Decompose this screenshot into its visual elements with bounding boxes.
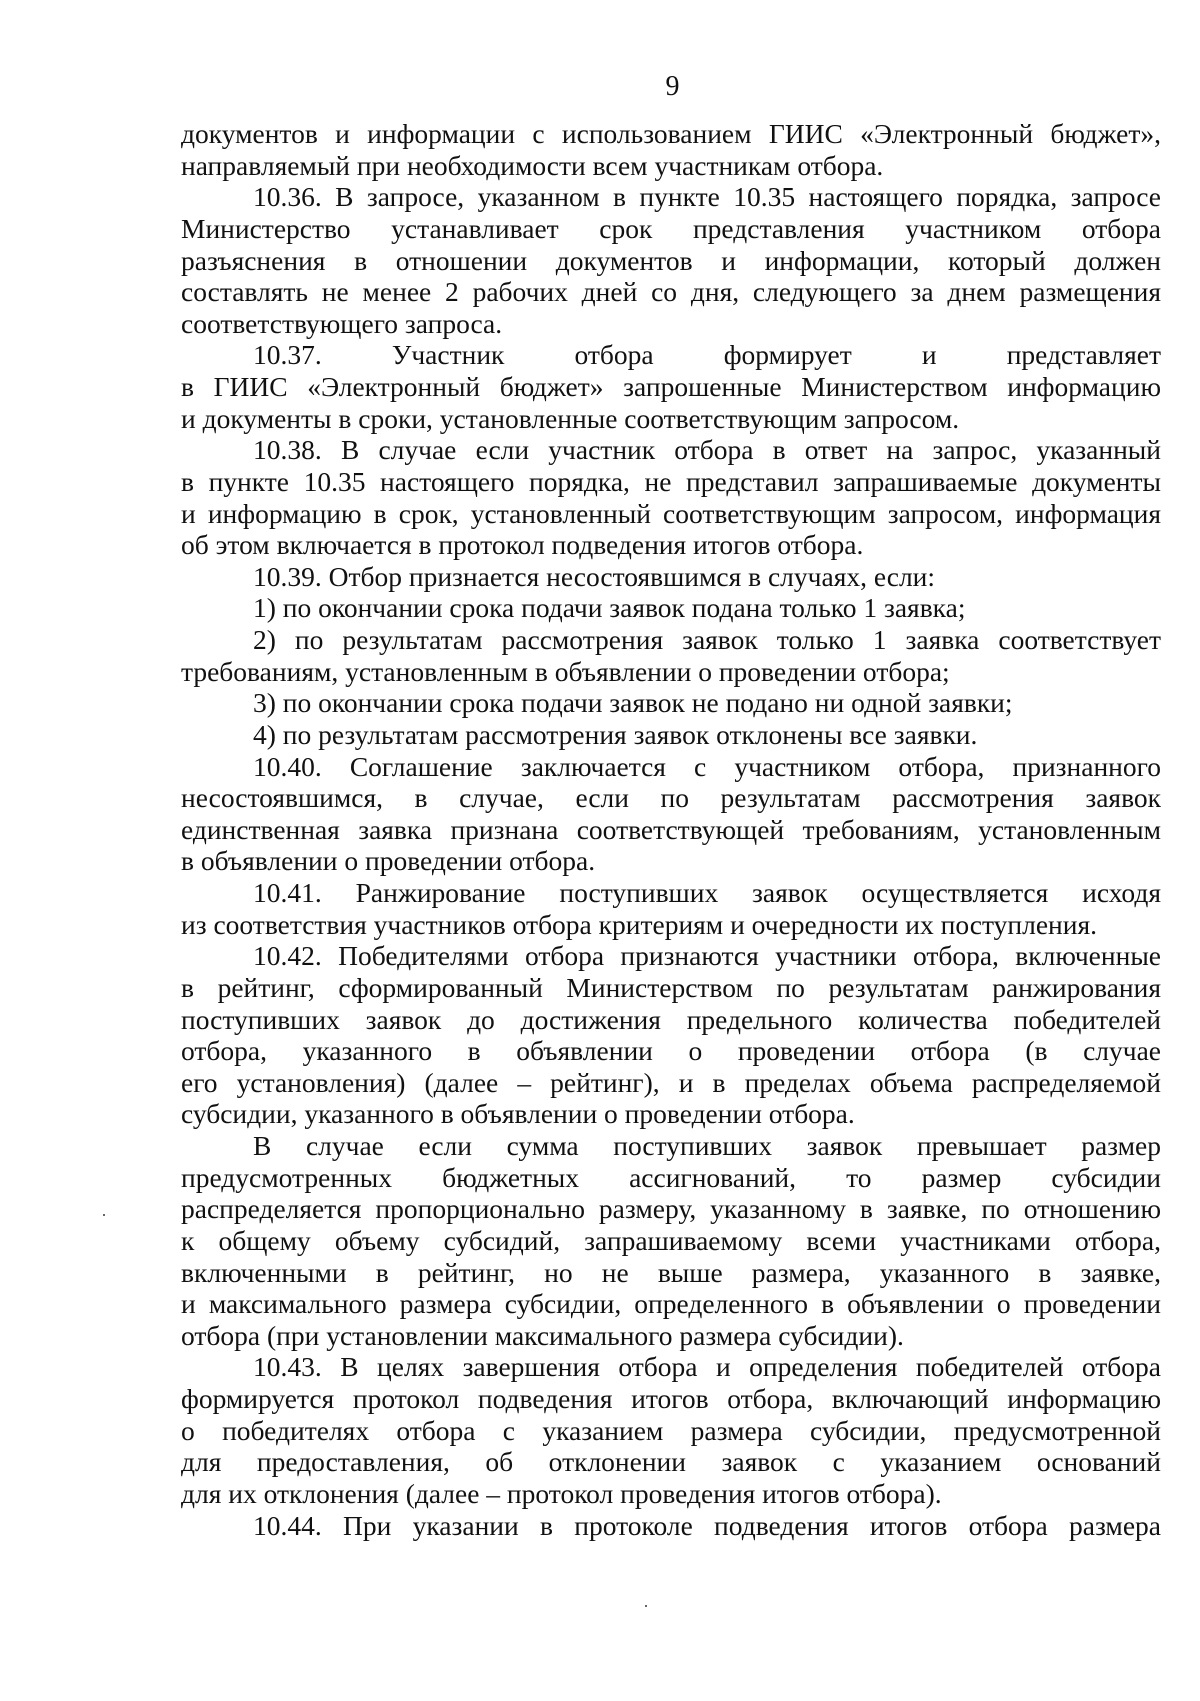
- text-line: о победителях отбора с указанием размера субсидии, предусмотренной: [181, 1414, 1161, 1446]
- text-line: 2) по результатам рассмотрения заявок только 1 заявка соответствует: [253, 624, 1161, 655]
- scan-artifact: [645, 1605, 647, 1607]
- text-line: 10.39. Отбор признается несостоявшимся в случаях, если:: [253, 560, 936, 592]
- text-line: документов и информации с использованием ГИИС «Электронный бюджет»,: [181, 118, 1161, 149]
- scan-artifact: [103, 1214, 105, 1216]
- text-line: и максимального размера субсидии, определенного в объявлении о проведении: [181, 1288, 1161, 1320]
- text-line: 1) по окончании срока подачи заявок подана только 1 заявка;: [253, 592, 966, 624]
- text-line: В случае если сумма поступивших заявок превышает размер: [253, 1130, 1161, 1161]
- text-line: субсидии, указанного в объявлении о проведении отбора.: [181, 1098, 855, 1130]
- text-line: отбора, указанного в объявлении о проведении отбора (в случае: [181, 1035, 1161, 1067]
- text-line: требованиям, установленным в объявлении о проведении отбора;: [181, 655, 950, 687]
- text-line: в объявлении о проведении отбора.: [181, 845, 596, 877]
- text-line: 10.37. Участник отбора формирует и представляет: [253, 339, 1161, 371]
- text-line: Министерство устанавливает срок представления участником отбора: [181, 212, 1161, 244]
- text-line: составлять не менее 2 рабочих дней со дня, следующего за днем размещения: [181, 276, 1161, 308]
- text-line: направляемый при необходимости всем участникам отбора.: [181, 149, 884, 181]
- text-line: из соответствия участников отбора критериям и очередности их поступления.: [181, 908, 1098, 940]
- text-line: 10.41. Ранжирование поступивших заявок осуществляется исходя: [253, 877, 1161, 908]
- text-line: распределяется пропорционально размеру, указанному в заявке, по отношению: [181, 1193, 1161, 1225]
- text-line: в пункте 10.35 настоящего порядка, не представил запрашиваемые документы: [181, 465, 1161, 497]
- text-line: 4) по результатам рассмотрения заявок отклонены все заявки.: [253, 718, 978, 750]
- text-line: для их отклонения (далее – протокол проведения итогов отбора).: [181, 1477, 942, 1509]
- page-number: 9: [665, 71, 680, 102]
- text-line: соответствующего запроса.: [181, 307, 503, 339]
- text-line: отбора (при установлении максимального размера субсидии).: [181, 1319, 904, 1351]
- text-line: включенными в рейтинг, но не выше размера, указанного в заявке,: [181, 1256, 1161, 1288]
- text-line: 10.43. В целях завершения отбора и определения победителей отбора: [253, 1351, 1161, 1383]
- text-line: для предоставления, об отклонении заявок с указанием оснований: [181, 1446, 1161, 1478]
- text-line: разъяснения в отношении документов и информации, который должен: [181, 244, 1161, 276]
- text-line: в ГИИС «Электронный бюджет» запрошенные Министерством информацию: [181, 371, 1161, 402]
- text-line: предусмотренных бюджетных ассигнований, то размер субсидии: [181, 1161, 1161, 1193]
- text-line: и информацию в срок, установленный соответствующим запросом, информация: [181, 497, 1161, 529]
- document-body: [181, 118, 1161, 1541]
- text-line: 10.44. При указании в протоколе подведения итогов отбора размера: [253, 1509, 1161, 1541]
- text-line: 10.42. Победителями отбора признаются участники отбора, включенные: [253, 940, 1161, 972]
- text-line: к общему объему субсидий, запрашиваемому всеми участниками отбора,: [181, 1224, 1161, 1256]
- text-line: несостоявшимся, в случае, если по результатам рассмотрения заявок: [181, 782, 1161, 814]
- text-line: единственная заявка признана соответствующей требованиям, установленным: [181, 813, 1161, 845]
- text-line: в рейтинг, сформированный Министерством по результатам ранжирования: [181, 971, 1161, 1003]
- text-line: 10.38. В случае если участник отбора в ответ на запрос, указанный: [253, 434, 1161, 466]
- text-line: и документы в сроки, установленные соответствующим запросом.: [181, 402, 960, 434]
- text-line: 10.40. Соглашение заключается с участником отбора, признанного: [253, 750, 1161, 782]
- text-line: 10.36. В запросе, указанном в пункте 10.35 настоящего порядка, запросе: [253, 181, 1161, 213]
- text-line: об этом включается в протокол подведения итогов отбора.: [181, 529, 864, 561]
- text-line: поступивших заявок до достижения предельного количества победителей: [181, 1003, 1161, 1035]
- text-line: 3) по окончании срока подачи заявок не подано ни одной заявки;: [253, 687, 1013, 719]
- text-line: формируется протокол подведения итогов отбора, включающий информацию: [181, 1383, 1161, 1414]
- text-line: его установления) (далее – рейтинг), и в пределах объема распределяемой: [181, 1066, 1161, 1098]
